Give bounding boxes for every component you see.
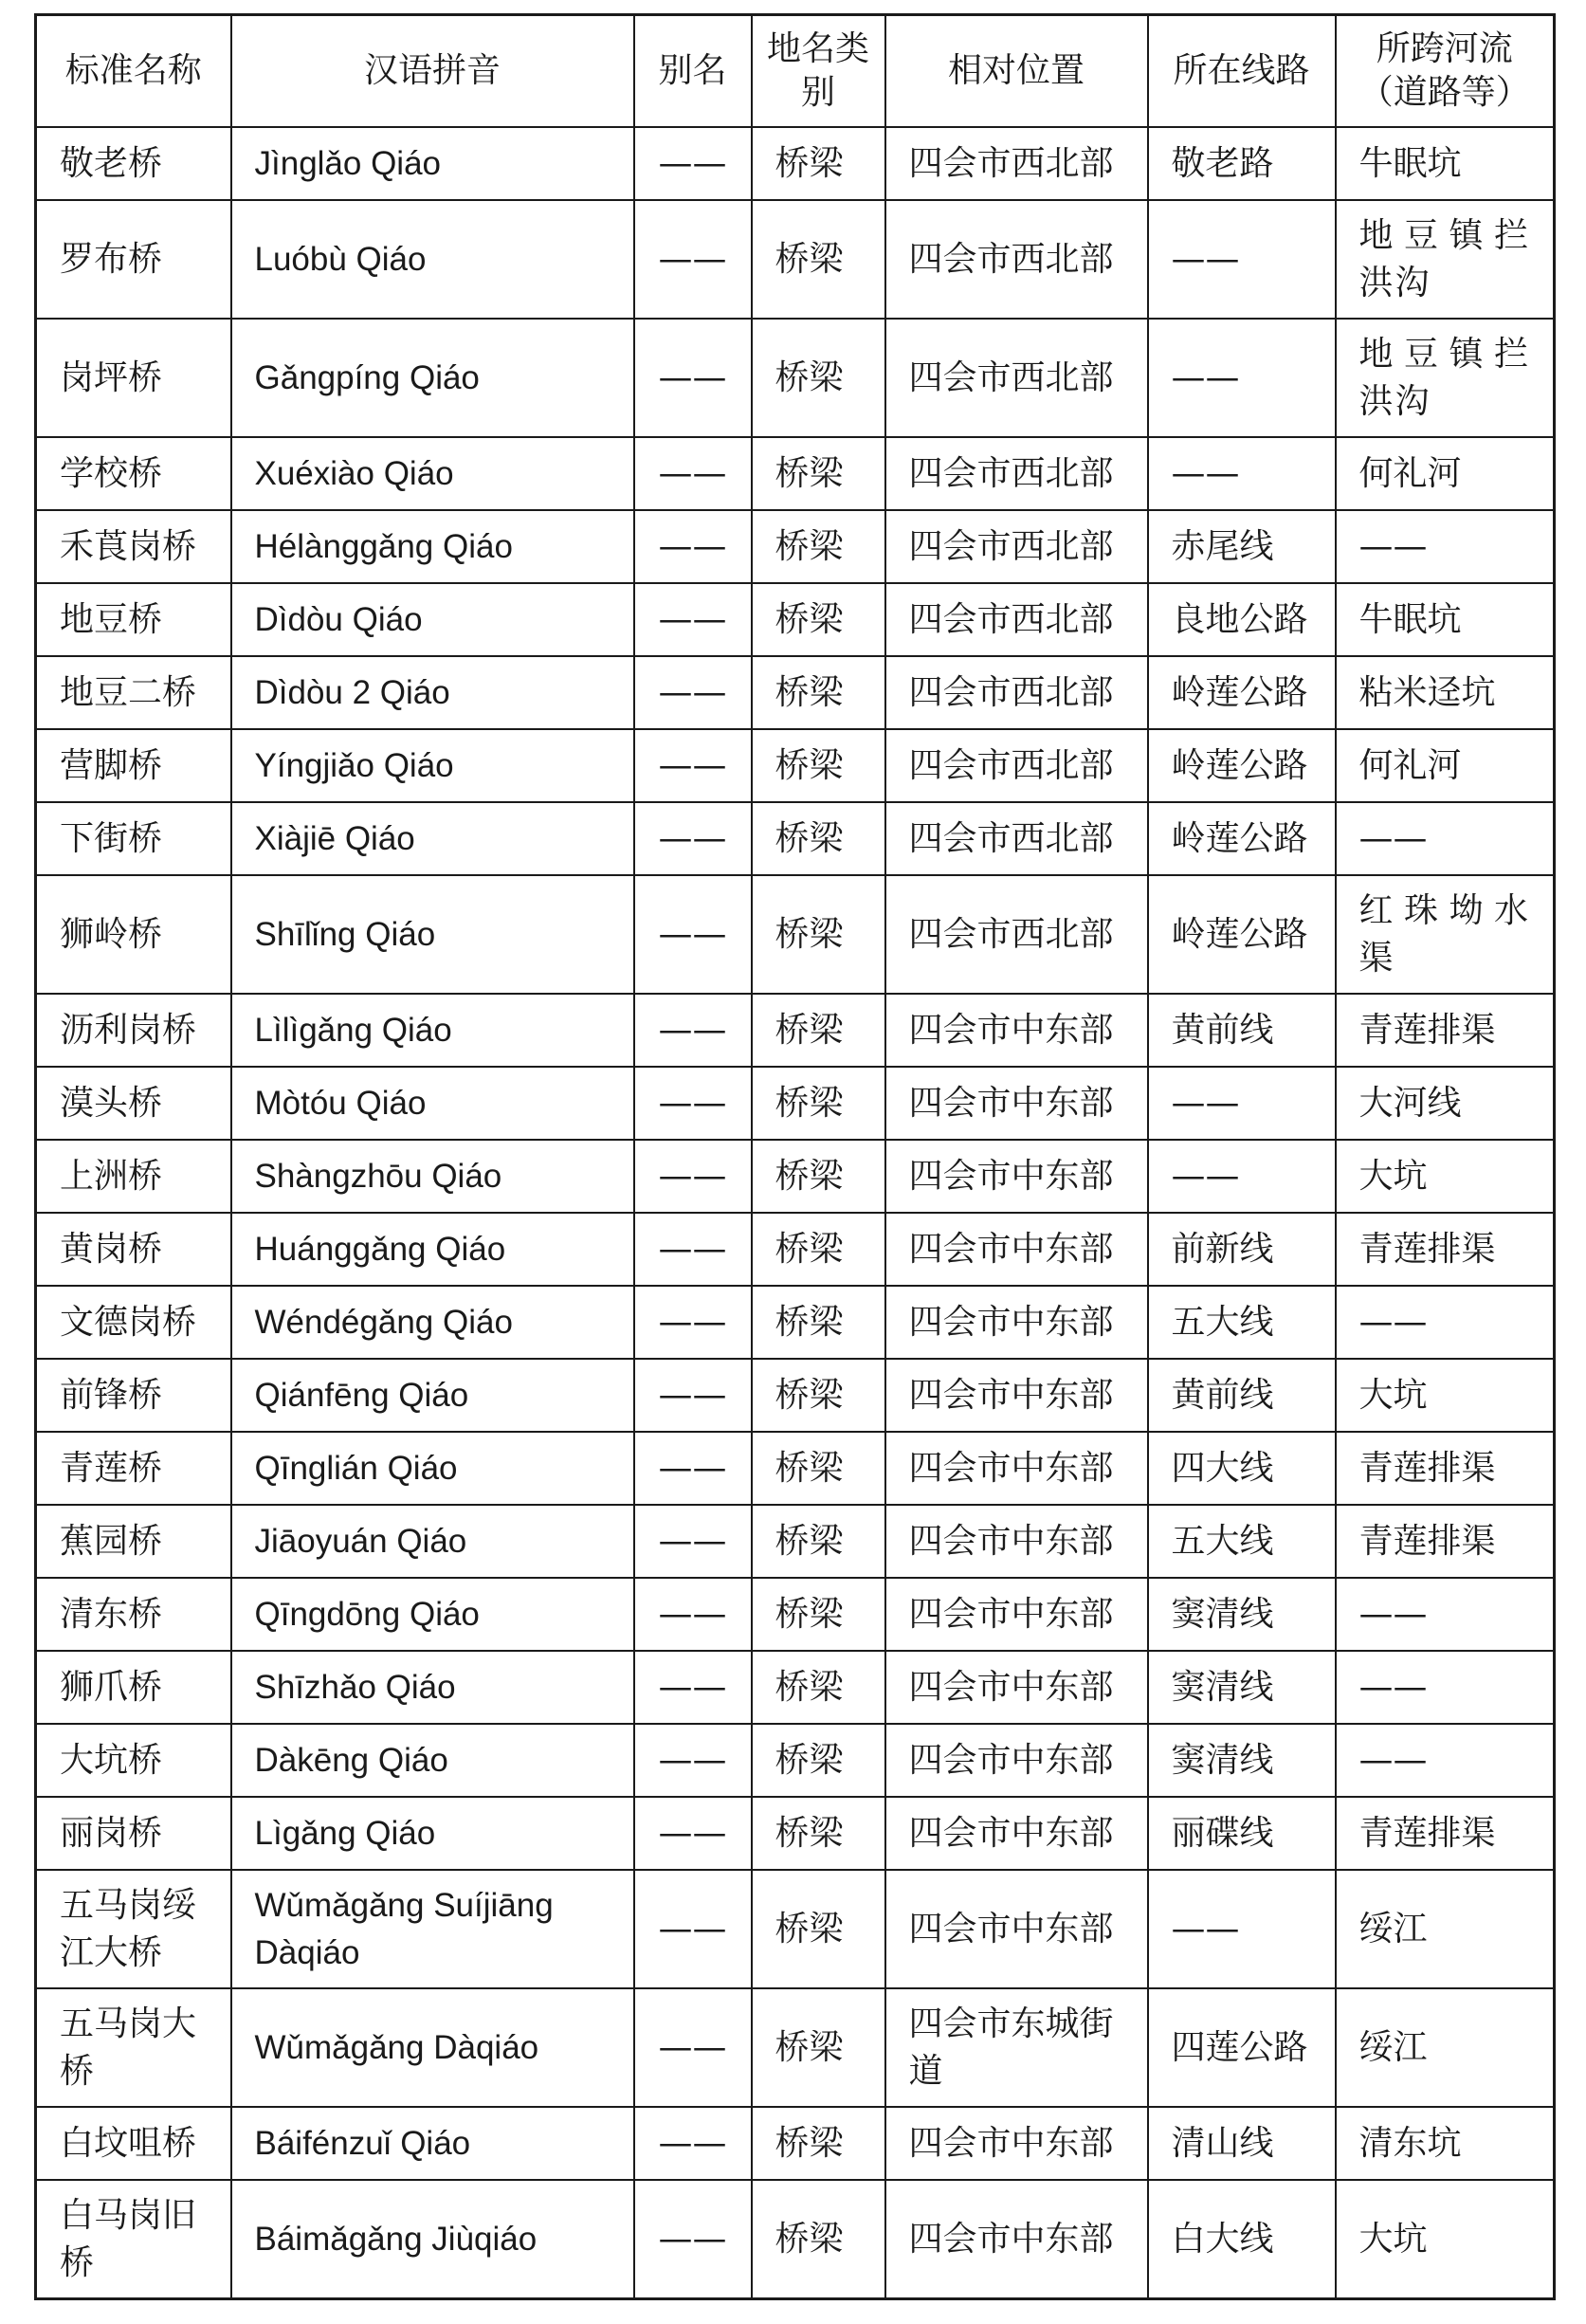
cell-river: —— [1336,1578,1555,1651]
cell-river: 红珠坳水渠 [1336,875,1555,994]
cell-standard-name: 下街桥 [36,802,231,875]
table-row [36,729,1555,802]
table-row [36,1988,1555,2107]
cell-route: 良地公路 [1148,583,1336,656]
cell-category: 桥梁 [752,729,885,802]
cell-pinyin: Qīngdōng Qiáo [231,1578,634,1651]
cell-alias: —— [634,1870,752,1988]
table-row [36,1578,1555,1651]
cell-route: —— [1148,1140,1336,1213]
header-pinyin: 汉语拼音 [231,15,634,128]
cell-pinyin: Qiánfēng Qiáo [231,1359,634,1432]
cell-category: 桥梁 [752,1286,885,1359]
table-row [36,1286,1555,1359]
cell-category: 桥梁 [752,1797,885,1870]
cell-category: 桥梁 [752,1432,885,1505]
cell-location: 四会市中东部 [885,1578,1148,1651]
cell-standard-name: 五马岗大桥 [36,1988,231,2107]
cell-route: 岭莲公路 [1148,875,1336,994]
table-row [36,2107,1555,2180]
cell-route: 黄前线 [1148,994,1336,1067]
table-row [36,1359,1555,1432]
cell-route: —— [1148,319,1336,437]
cell-alias: —— [634,1505,752,1578]
cell-standard-name: 营脚桥 [36,729,231,802]
cell-standard-name: 学校桥 [36,437,231,510]
cell-pinyin: Yíngjiǎo Qiáo [231,729,634,802]
cell-river: —— [1336,510,1555,583]
cell-river: 牛眠坑 [1336,583,1555,656]
cell-alias: —— [634,1213,752,1286]
cell-location: 四会市中东部 [885,1870,1148,1988]
cell-route: —— [1148,1870,1336,1988]
cell-standard-name: 岗坪桥 [36,319,231,437]
cell-category: 桥梁 [752,1213,885,1286]
cell-location: 四会市东城街道 [885,1988,1148,2107]
cell-route: 窦清线 [1148,1578,1336,1651]
cell-river: 大坑 [1336,2180,1555,2299]
cell-category: 桥梁 [752,802,885,875]
cell-location: 四会市中东部 [885,1286,1148,1359]
cell-standard-name: 地豆二桥 [36,656,231,729]
cell-category: 桥梁 [752,2107,885,2180]
cell-location: 四会市中东部 [885,1651,1148,1724]
cell-pinyin: Shīlǐng Qiáo [231,875,634,994]
cell-location: 四会市西北部 [885,319,1148,437]
cell-river: 青莲排渠 [1336,994,1555,1067]
cell-location: 四会市中东部 [885,1505,1148,1578]
cell-category: 桥梁 [752,200,885,319]
cell-alias: —— [634,200,752,319]
cell-river: 大坑 [1336,1359,1555,1432]
table-row [36,1651,1555,1724]
cell-category: 桥梁 [752,319,885,437]
cell-pinyin: Qīnglián Qiáo [231,1432,634,1505]
cell-pinyin: Wéndégǎng Qiáo [231,1286,634,1359]
cell-river: 清东坑 [1336,2107,1555,2180]
cell-alias: —— [634,656,752,729]
cell-pinyin: Dàkēng Qiáo [231,1724,634,1797]
cell-route: 窦清线 [1148,1724,1336,1797]
cell-route: 赤尾线 [1148,510,1336,583]
cell-pinyin: Dìdòu 2 Qiáo [231,656,634,729]
cell-route: 清山线 [1148,2107,1336,2180]
cell-pinyin: Jìnglǎo Qiáo [231,127,634,200]
cell-route: 窦清线 [1148,1651,1336,1724]
cell-location: 四会市中东部 [885,1797,1148,1870]
cell-river: 地豆镇拦洪沟 [1336,200,1555,319]
cell-pinyin: Wǔmǎgǎng Dàqiáo [231,1988,634,2107]
cell-standard-name: 黄岗桥 [36,1213,231,1286]
cell-category: 桥梁 [752,510,885,583]
cell-river: 青莲排渠 [1336,1213,1555,1286]
header-alias: 别名 [634,15,752,128]
cell-route: 五大线 [1148,1505,1336,1578]
table-row [36,1724,1555,1797]
cell-location: 四会市中东部 [885,994,1148,1067]
cell-route: 四大线 [1148,1432,1336,1505]
cell-route: 五大线 [1148,1286,1336,1359]
header-standard-name: 标准名称 [36,15,231,128]
table-row [36,994,1555,1067]
cell-location: 四会市西北部 [885,802,1148,875]
cell-category: 桥梁 [752,1724,885,1797]
cell-river: 何礼河 [1336,729,1555,802]
cell-location: 四会市中东部 [885,1432,1148,1505]
cell-alias: —— [634,802,752,875]
cell-route: 敬老路 [1148,127,1336,200]
cell-standard-name: 禾莨岗桥 [36,510,231,583]
table-row [36,437,1555,510]
cell-river: 大河线 [1336,1067,1555,1140]
cell-location: 四会市中东部 [885,1359,1148,1432]
cell-category: 桥梁 [752,583,885,656]
cell-alias: —— [634,583,752,656]
cell-location: 四会市中东部 [885,1067,1148,1140]
table-row [36,510,1555,583]
table-row [36,1797,1555,1870]
cell-category: 桥梁 [752,437,885,510]
cell-location: 四会市西北部 [885,200,1148,319]
cell-alias: —— [634,127,752,200]
cell-category: 桥梁 [752,1870,885,1988]
cell-standard-name: 白马岗旧桥 [36,2180,231,2299]
cell-river: —— [1336,802,1555,875]
cell-category: 桥梁 [752,994,885,1067]
cell-alias: —— [634,1067,752,1140]
cell-standard-name: 大坑桥 [36,1724,231,1797]
cell-route: —— [1148,200,1336,319]
table-row [36,1432,1555,1505]
cell-standard-name: 前锋桥 [36,1359,231,1432]
cell-location: 四会市西北部 [885,127,1148,200]
cell-pinyin: Shīzhǎo Qiáo [231,1651,634,1724]
cell-location: 四会市西北部 [885,583,1148,656]
cell-alias: —— [634,1797,752,1870]
header-category: 地名类别 [752,15,885,128]
cell-pinyin: Jiāoyuán Qiáo [231,1505,634,1578]
cell-standard-name: 狮岭桥 [36,875,231,994]
header-river: 所跨河流（道路等） [1336,15,1555,128]
cell-alias: —— [634,729,752,802]
table-row [36,656,1555,729]
cell-alias: —— [634,1651,752,1724]
cell-pinyin: Xiàjiē Qiáo [231,802,634,875]
cell-category: 桥梁 [752,656,885,729]
cell-route: —— [1148,437,1336,510]
table-row [36,1870,1555,1988]
cell-category: 桥梁 [752,1505,885,1578]
cell-standard-name: 五马岗绥江大桥 [36,1870,231,1988]
bridge-name-table-page [34,13,1553,2300]
cell-alias: —— [634,1578,752,1651]
cell-pinyin: Lìlìgǎng Qiáo [231,994,634,1067]
cell-pinyin: Báimǎgǎng Jiùqiáo [231,2180,634,2299]
cell-river: 青莲排渠 [1336,1432,1555,1505]
cell-category: 桥梁 [752,1067,885,1140]
cell-river: 青莲排渠 [1336,1505,1555,1578]
table-row [36,583,1555,656]
cell-category: 桥梁 [752,2180,885,2299]
cell-standard-name: 沥利岗桥 [36,994,231,1067]
cell-category: 桥梁 [752,1988,885,2107]
bridge-name-table [34,13,1556,2300]
cell-river: —— [1336,1724,1555,1797]
cell-route: 前新线 [1148,1213,1336,1286]
cell-location: 四会市西北部 [885,510,1148,583]
cell-pinyin: Gǎngpíng Qiáo [231,319,634,437]
cell-pinyin: Dìdòu Qiáo [231,583,634,656]
cell-standard-name: 地豆桥 [36,583,231,656]
cell-river: 青莲排渠 [1336,1797,1555,1870]
cell-standard-name: 青莲桥 [36,1432,231,1505]
cell-location: 四会市中东部 [885,1724,1148,1797]
cell-pinyin: Xuéxiào Qiáo [231,437,634,510]
header-location: 相对位置 [885,15,1148,128]
cell-river: 地豆镇拦洪沟 [1336,319,1555,437]
table-row [36,802,1555,875]
cell-river: 粘米迳坑 [1336,656,1555,729]
cell-alias: —— [634,1359,752,1432]
cell-route: 丽碟线 [1148,1797,1336,1870]
cell-category: 桥梁 [752,1578,885,1651]
cell-alias: —— [634,437,752,510]
cell-location: 四会市中东部 [885,1213,1148,1286]
table-row [36,1067,1555,1140]
cell-standard-name: 丽岗桥 [36,1797,231,1870]
cell-river: 绥江 [1336,1870,1555,1988]
cell-location: 四会市西北部 [885,875,1148,994]
cell-location: 四会市中东部 [885,2107,1148,2180]
cell-route: 岭莲公路 [1148,802,1336,875]
cell-alias: —— [634,319,752,437]
table-body [36,127,1555,2299]
cell-alias: —— [634,994,752,1067]
cell-location: 四会市中东部 [885,1140,1148,1213]
cell-standard-name: 罗布桥 [36,200,231,319]
cell-standard-name: 白坟咀桥 [36,2107,231,2180]
table-row [36,319,1555,437]
cell-category: 桥梁 [752,1359,885,1432]
cell-alias: —— [634,2180,752,2299]
cell-route: 四莲公路 [1148,1988,1336,2107]
cell-pinyin: Luóbù Qiáo [231,200,634,319]
cell-pinyin: Lìgǎng Qiáo [231,1797,634,1870]
cell-alias: —— [634,1286,752,1359]
cell-river: 绥江 [1336,1988,1555,2107]
cell-route: 白大线 [1148,2180,1336,2299]
cell-standard-name: 敬老桥 [36,127,231,200]
table-row [36,1505,1555,1578]
cell-pinyin: Huánggǎng Qiáo [231,1213,634,1286]
table-row [36,200,1555,319]
cell-standard-name: 蕉园桥 [36,1505,231,1578]
cell-alias: —— [634,1724,752,1797]
cell-alias: —— [634,1988,752,2107]
cell-category: 桥梁 [752,127,885,200]
cell-location: 四会市西北部 [885,437,1148,510]
cell-location: 四会市西北部 [885,656,1148,729]
cell-alias: —— [634,510,752,583]
cell-standard-name: 清东桥 [36,1578,231,1651]
cell-river: —— [1336,1651,1555,1724]
cell-route: 岭莲公路 [1148,729,1336,802]
table-header-row [36,15,1555,128]
table-row [36,875,1555,994]
cell-standard-name: 上洲桥 [36,1140,231,1213]
cell-location: 四会市西北部 [885,729,1148,802]
cell-location: 四会市中东部 [885,2180,1148,2299]
table-row [36,1213,1555,1286]
cell-pinyin: Hélànggǎng Qiáo [231,510,634,583]
cell-alias: —— [634,875,752,994]
table-row [36,2180,1555,2299]
cell-pinyin: Shàngzhōu Qiáo [231,1140,634,1213]
cell-alias: —— [634,2107,752,2180]
cell-route: 岭莲公路 [1148,656,1336,729]
cell-category: 桥梁 [752,1140,885,1213]
cell-pinyin: Mòtóu Qiáo [231,1067,634,1140]
cell-route: —— [1148,1067,1336,1140]
cell-standard-name: 漠头桥 [36,1067,231,1140]
table-row [36,1140,1555,1213]
cell-category: 桥梁 [752,875,885,994]
cell-alias: —— [634,1432,752,1505]
cell-river: 大坑 [1336,1140,1555,1213]
cell-river: 何礼河 [1336,437,1555,510]
cell-route: 黄前线 [1148,1359,1336,1432]
cell-standard-name: 文德岗桥 [36,1286,231,1359]
cell-river: 牛眠坑 [1336,127,1555,200]
cell-category: 桥梁 [752,1651,885,1724]
cell-pinyin: Wǔmǎgǎng Suíjiāng Dàqiáo [231,1870,634,1988]
header-route: 所在线路 [1148,15,1336,128]
cell-pinyin: Báifénzuǐ Qiáo [231,2107,634,2180]
table-row [36,127,1555,200]
cell-alias: —— [634,1140,752,1213]
cell-river: —— [1336,1286,1555,1359]
cell-standard-name: 狮爪桥 [36,1651,231,1724]
